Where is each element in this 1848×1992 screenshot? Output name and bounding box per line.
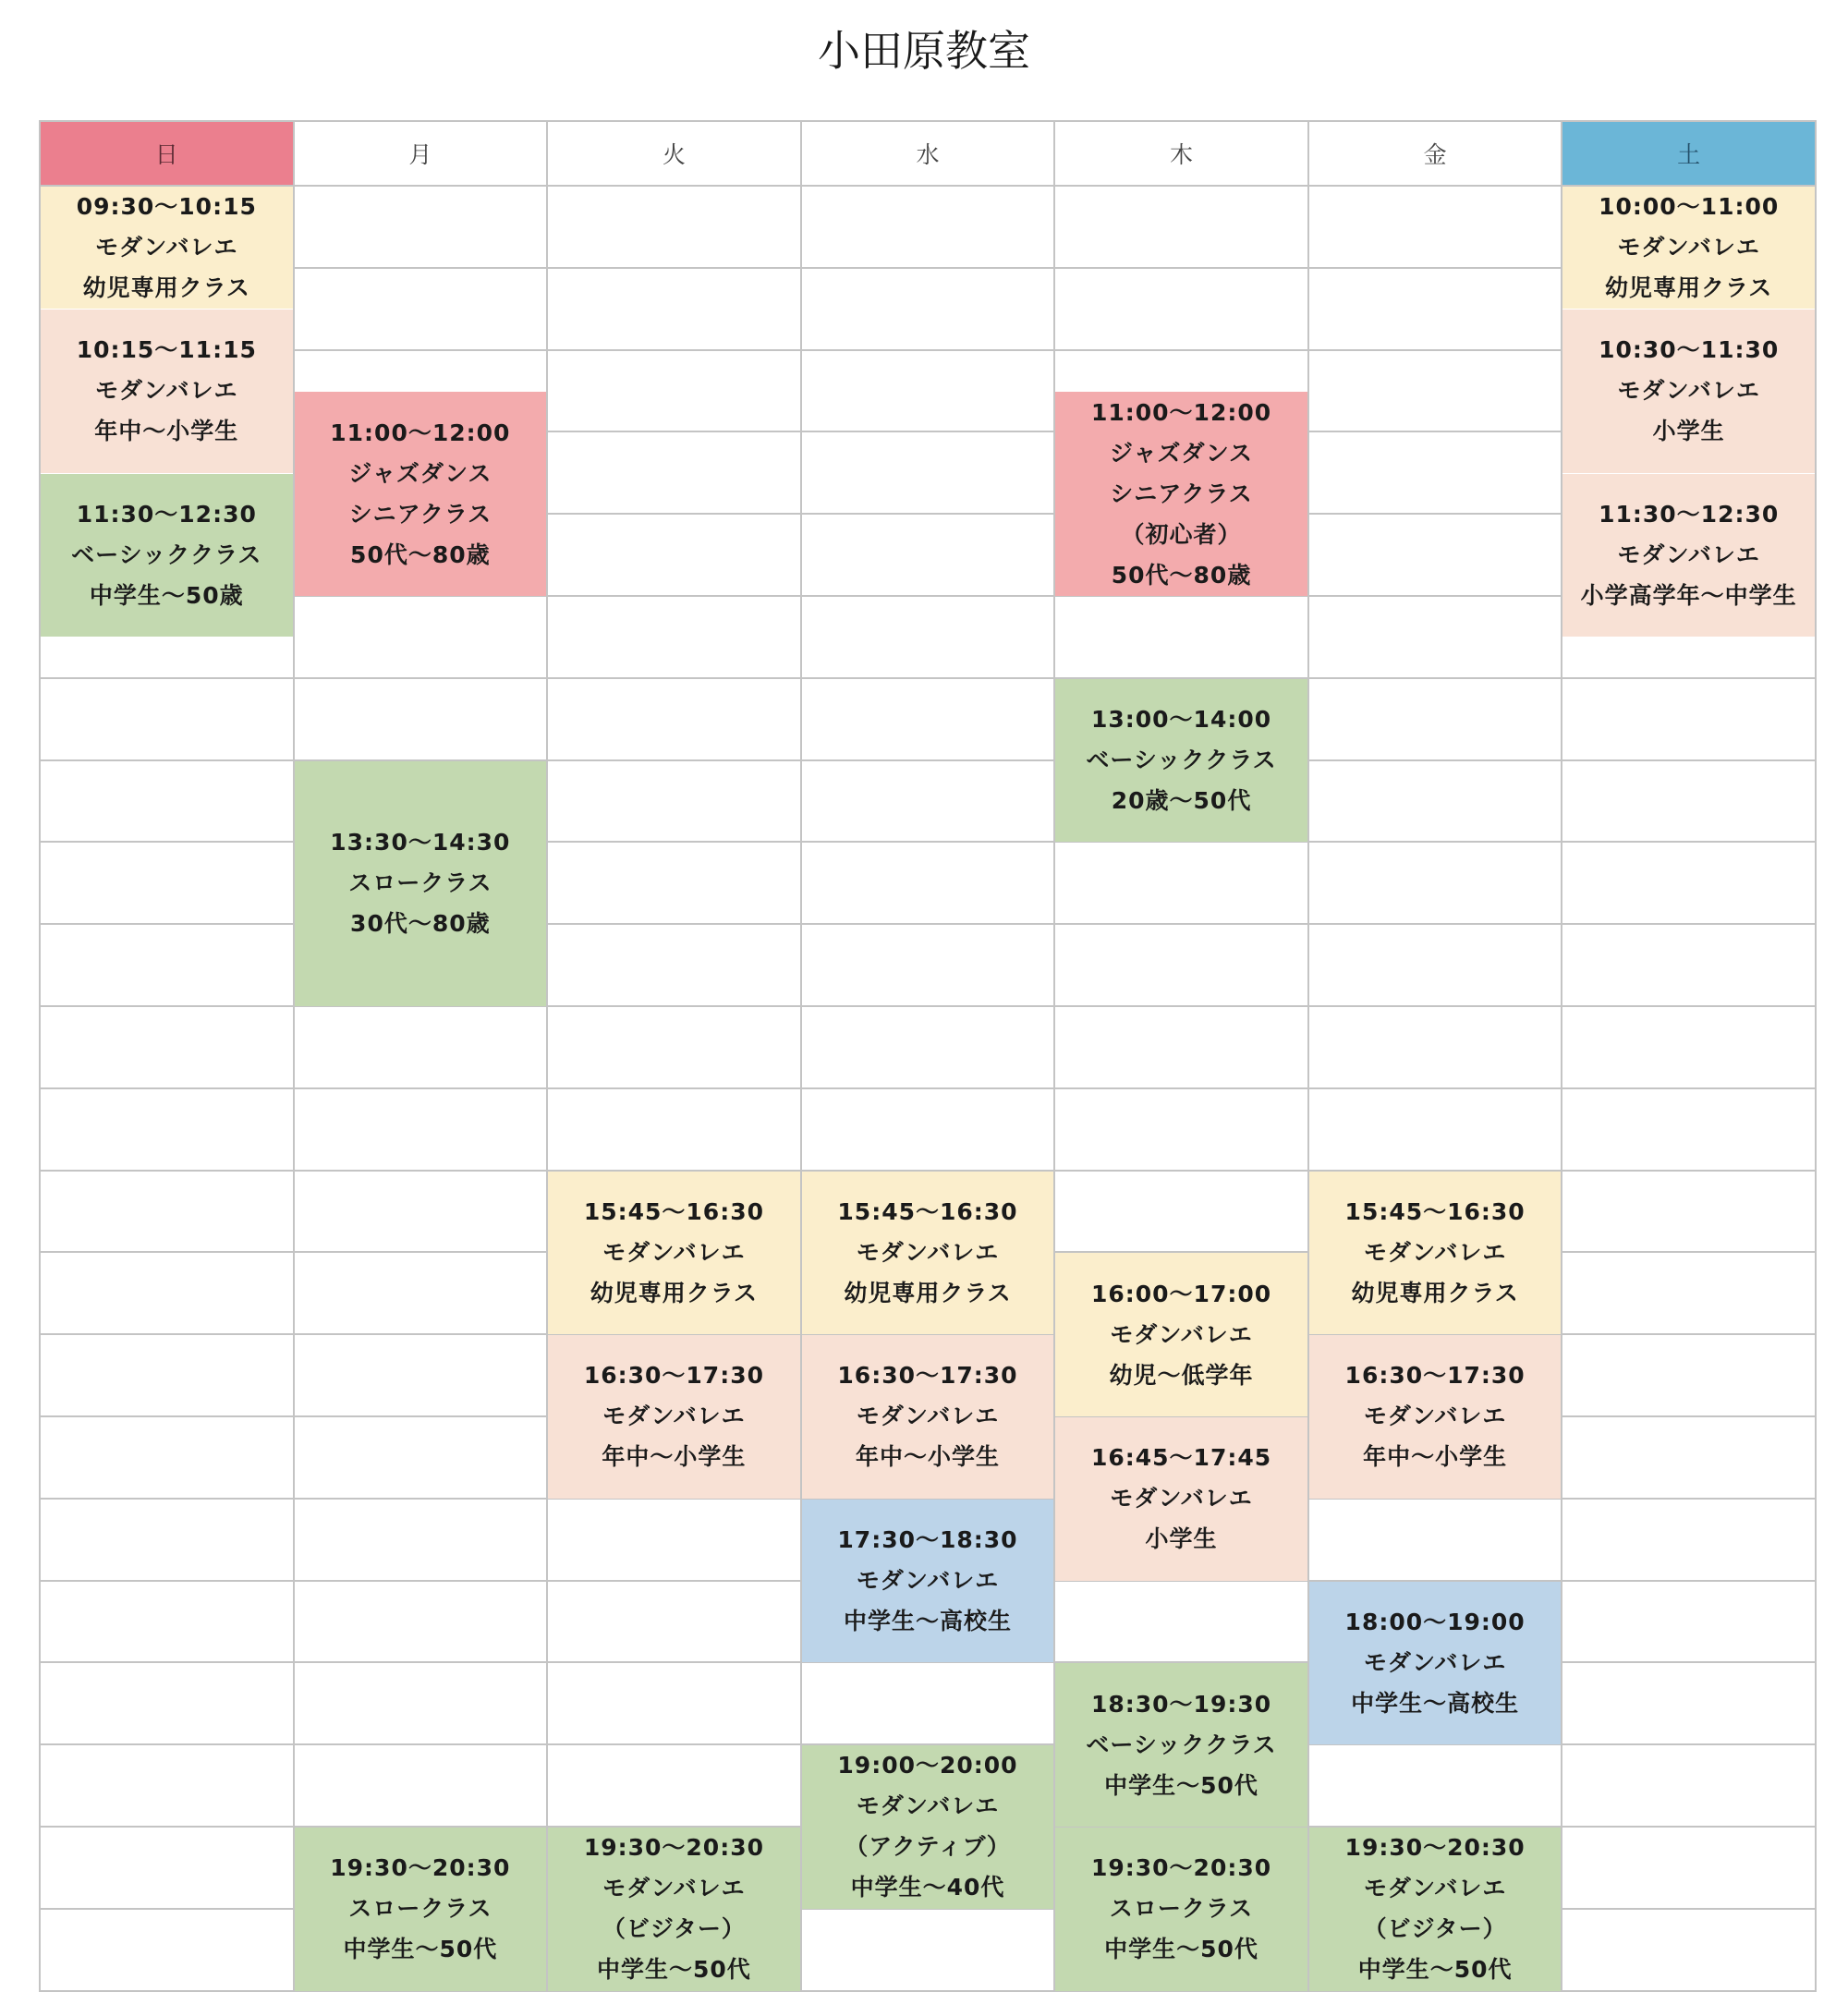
class-label: 年中〜小学生 [855, 1443, 1000, 1471]
class-time: 13:30〜14:30 [330, 829, 511, 856]
class-label: ジャズダンス [1110, 439, 1254, 467]
class-label: シニアクラス [1110, 480, 1253, 507]
class-time: 15:45〜16:30 [1344, 1197, 1526, 1225]
class-label: 50代〜80歳 [1111, 561, 1252, 589]
class-time: 10:00〜11:00 [1599, 193, 1780, 221]
class-label: モダンバレエ [856, 1238, 1000, 1266]
class-time: 11:00〜12:00 [1090, 398, 1272, 426]
class-label: 中学生〜高校生 [1351, 1689, 1520, 1717]
class-label: 中学生〜50代 [1104, 1771, 1258, 1799]
class-block-tue [548, 1335, 800, 1499]
grid-line-col [1815, 120, 1817, 1992]
class-time: 09:30〜10:15 [76, 193, 257, 221]
class-block-thu [1055, 1663, 1307, 1827]
class-label: 30代〜80歳 [350, 910, 491, 938]
day-header-fri: 金 [1423, 141, 1447, 168]
class-time: 18:00〜19:00 [1344, 1608, 1526, 1635]
class-block-mon [295, 761, 547, 1006]
class-label: 50代〜80歳 [350, 541, 491, 568]
class-label: 中学生〜40代 [850, 1874, 1005, 1901]
class-label: モダンバレエ [1110, 1485, 1253, 1512]
class-block-thu [1055, 1828, 1307, 1991]
class-label: 幼児専用クラス [590, 1279, 759, 1306]
class-label: モダンバレエ [856, 1567, 1000, 1595]
class-label: （アクティブ） [845, 1833, 1011, 1861]
class-block-sun [41, 310, 293, 473]
class-time: 15:45〜16:30 [837, 1197, 1018, 1225]
day-header-thu: 木 [1170, 141, 1194, 168]
class-block-wed [802, 1745, 1054, 1909]
class-label: 幼児専用クラス [82, 274, 250, 302]
class-label: モダンバレエ [602, 1403, 746, 1430]
class-label: モダンバレエ [1363, 1648, 1507, 1676]
class-label: 年中〜小学生 [602, 1443, 747, 1471]
class-label: シニアクラス [348, 500, 492, 528]
class-label: モダンバレエ [602, 1875, 746, 1902]
class-time: 19:30〜20:30 [330, 1854, 511, 1882]
class-label: モダンバレエ [602, 1238, 746, 1266]
day-header-sat: 土 [1562, 122, 1815, 185]
class-label: スロークラス [348, 1895, 492, 1923]
class-label: 中学生〜50代 [1357, 1956, 1513, 1984]
class-label: 中学生〜高校生 [843, 1608, 1012, 1635]
class-label: 幼児〜低学年 [1109, 1361, 1254, 1389]
class-block-thu [1055, 1417, 1307, 1581]
class-time: 10:30〜11:30 [1599, 336, 1780, 364]
grid-line-col [800, 120, 802, 1992]
class-label: モダンバレエ [95, 377, 238, 405]
grid-line-row [39, 185, 1817, 187]
class-time: 16:45〜17:45 [1090, 1444, 1272, 1472]
class-label: モダンバレエ [1363, 1238, 1507, 1266]
class-block-mon [295, 392, 547, 596]
class-block-fri [1309, 1335, 1562, 1499]
class-label: モダンバレエ [1617, 541, 1760, 569]
class-label: 小学生 [1652, 418, 1725, 445]
class-block-thu [1055, 1253, 1307, 1416]
grid-line-row [39, 677, 1817, 679]
class-time: 19:00〜20:00 [837, 1752, 1018, 1779]
class-time: 15:45〜16:30 [583, 1197, 764, 1225]
class-block-sat [1562, 310, 1815, 473]
class-label: 幼児専用クラス [1351, 1279, 1519, 1306]
class-block-fri [1309, 1828, 1562, 1991]
class-time: 16:30〜17:30 [583, 1362, 764, 1390]
class-label: ジャズダンス [348, 459, 492, 487]
class-label: （ビジター） [602, 1915, 746, 1943]
class-label: モダンバレエ [1363, 1403, 1507, 1430]
class-label: スロークラス [1109, 1895, 1254, 1923]
class-time: 16:00〜17:00 [1090, 1280, 1272, 1307]
class-block-sat [1562, 187, 1815, 309]
class-time: 10:15〜11:15 [76, 336, 257, 364]
class-block-mon [295, 1828, 547, 1991]
class-block-tue [548, 1172, 800, 1335]
class-label: 中学生〜50歳 [89, 582, 244, 610]
class-time: 19:30〜20:30 [583, 1834, 764, 1862]
class-block-sat [1562, 474, 1815, 638]
class-block-thu [1055, 392, 1307, 596]
class-time: 19:30〜20:30 [1090, 1854, 1272, 1882]
class-label: 幼児専用クラス [844, 1279, 1012, 1306]
class-time: 11:30〜12:30 [1599, 501, 1780, 528]
day-header-mon: 月 [408, 141, 432, 168]
class-label: 年中〜小学生 [94, 418, 239, 445]
class-label: 中学生〜50代 [1104, 1936, 1258, 1963]
class-block-tue [548, 1828, 800, 1991]
class-block-fri [1309, 1172, 1562, 1335]
class-block-wed [802, 1500, 1054, 1663]
class-label: 中学生〜50代 [597, 1956, 751, 1984]
class-label: （初心者） [1121, 520, 1242, 548]
class-label: ベーシッククラス [1086, 1731, 1277, 1758]
class-time: 13:00〜14:00 [1090, 706, 1272, 734]
class-label: モダンバレエ [95, 234, 238, 261]
page-title: 小田原教室 [818, 26, 1030, 76]
class-label: （ビジター） [1363, 1915, 1507, 1943]
class-label: モダンバレエ [1110, 1320, 1253, 1348]
class-label: モダンバレエ [1363, 1875, 1507, 1902]
class-label: 小学高学年〜中学生 [1580, 582, 1797, 610]
grid-line-row [39, 267, 1817, 269]
class-block-sun [41, 187, 293, 309]
class-label: 年中〜小学生 [1363, 1443, 1508, 1471]
class-label: 幼児専用クラス [1605, 274, 1773, 302]
class-label: モダンバレエ [856, 1403, 1000, 1430]
class-time: 16:30〜17:30 [837, 1362, 1018, 1390]
class-label: ベーシッククラス [71, 541, 262, 569]
class-label: 中学生〜50代 [343, 1936, 498, 1963]
class-label: モダンバレエ [1617, 377, 1760, 405]
class-label: モダンバレエ [856, 1792, 1000, 1820]
class-block-wed [802, 1335, 1054, 1499]
class-label: モダンバレエ [1617, 234, 1760, 261]
class-label: スロークラス [348, 869, 492, 897]
class-time: 17:30〜18:30 [837, 1526, 1018, 1554]
day-header-sun: 日 [41, 122, 293, 185]
class-block-fri [1309, 1582, 1562, 1745]
class-time: 19:30〜20:30 [1344, 1834, 1526, 1862]
day-header-wed: 水 [916, 141, 940, 168]
class-block-sun [41, 474, 293, 638]
class-block-thu [1055, 679, 1307, 843]
class-time: 11:30〜12:30 [76, 501, 257, 528]
class-block-wed [802, 1172, 1054, 1335]
class-label: ベーシッククラス [1086, 747, 1277, 774]
class-time: 16:30〜17:30 [1344, 1362, 1526, 1390]
class-label: 20歳〜50代 [1111, 787, 1252, 815]
grid-line-row [39, 1087, 1817, 1089]
class-time: 18:30〜19:30 [1090, 1690, 1272, 1718]
grid-line-row [39, 349, 1817, 351]
grid-line-col [546, 120, 548, 1992]
class-label: 小学生 [1145, 1525, 1218, 1553]
class-time: 11:00〜12:00 [330, 419, 511, 446]
day-header-tue: 火 [662, 141, 686, 168]
